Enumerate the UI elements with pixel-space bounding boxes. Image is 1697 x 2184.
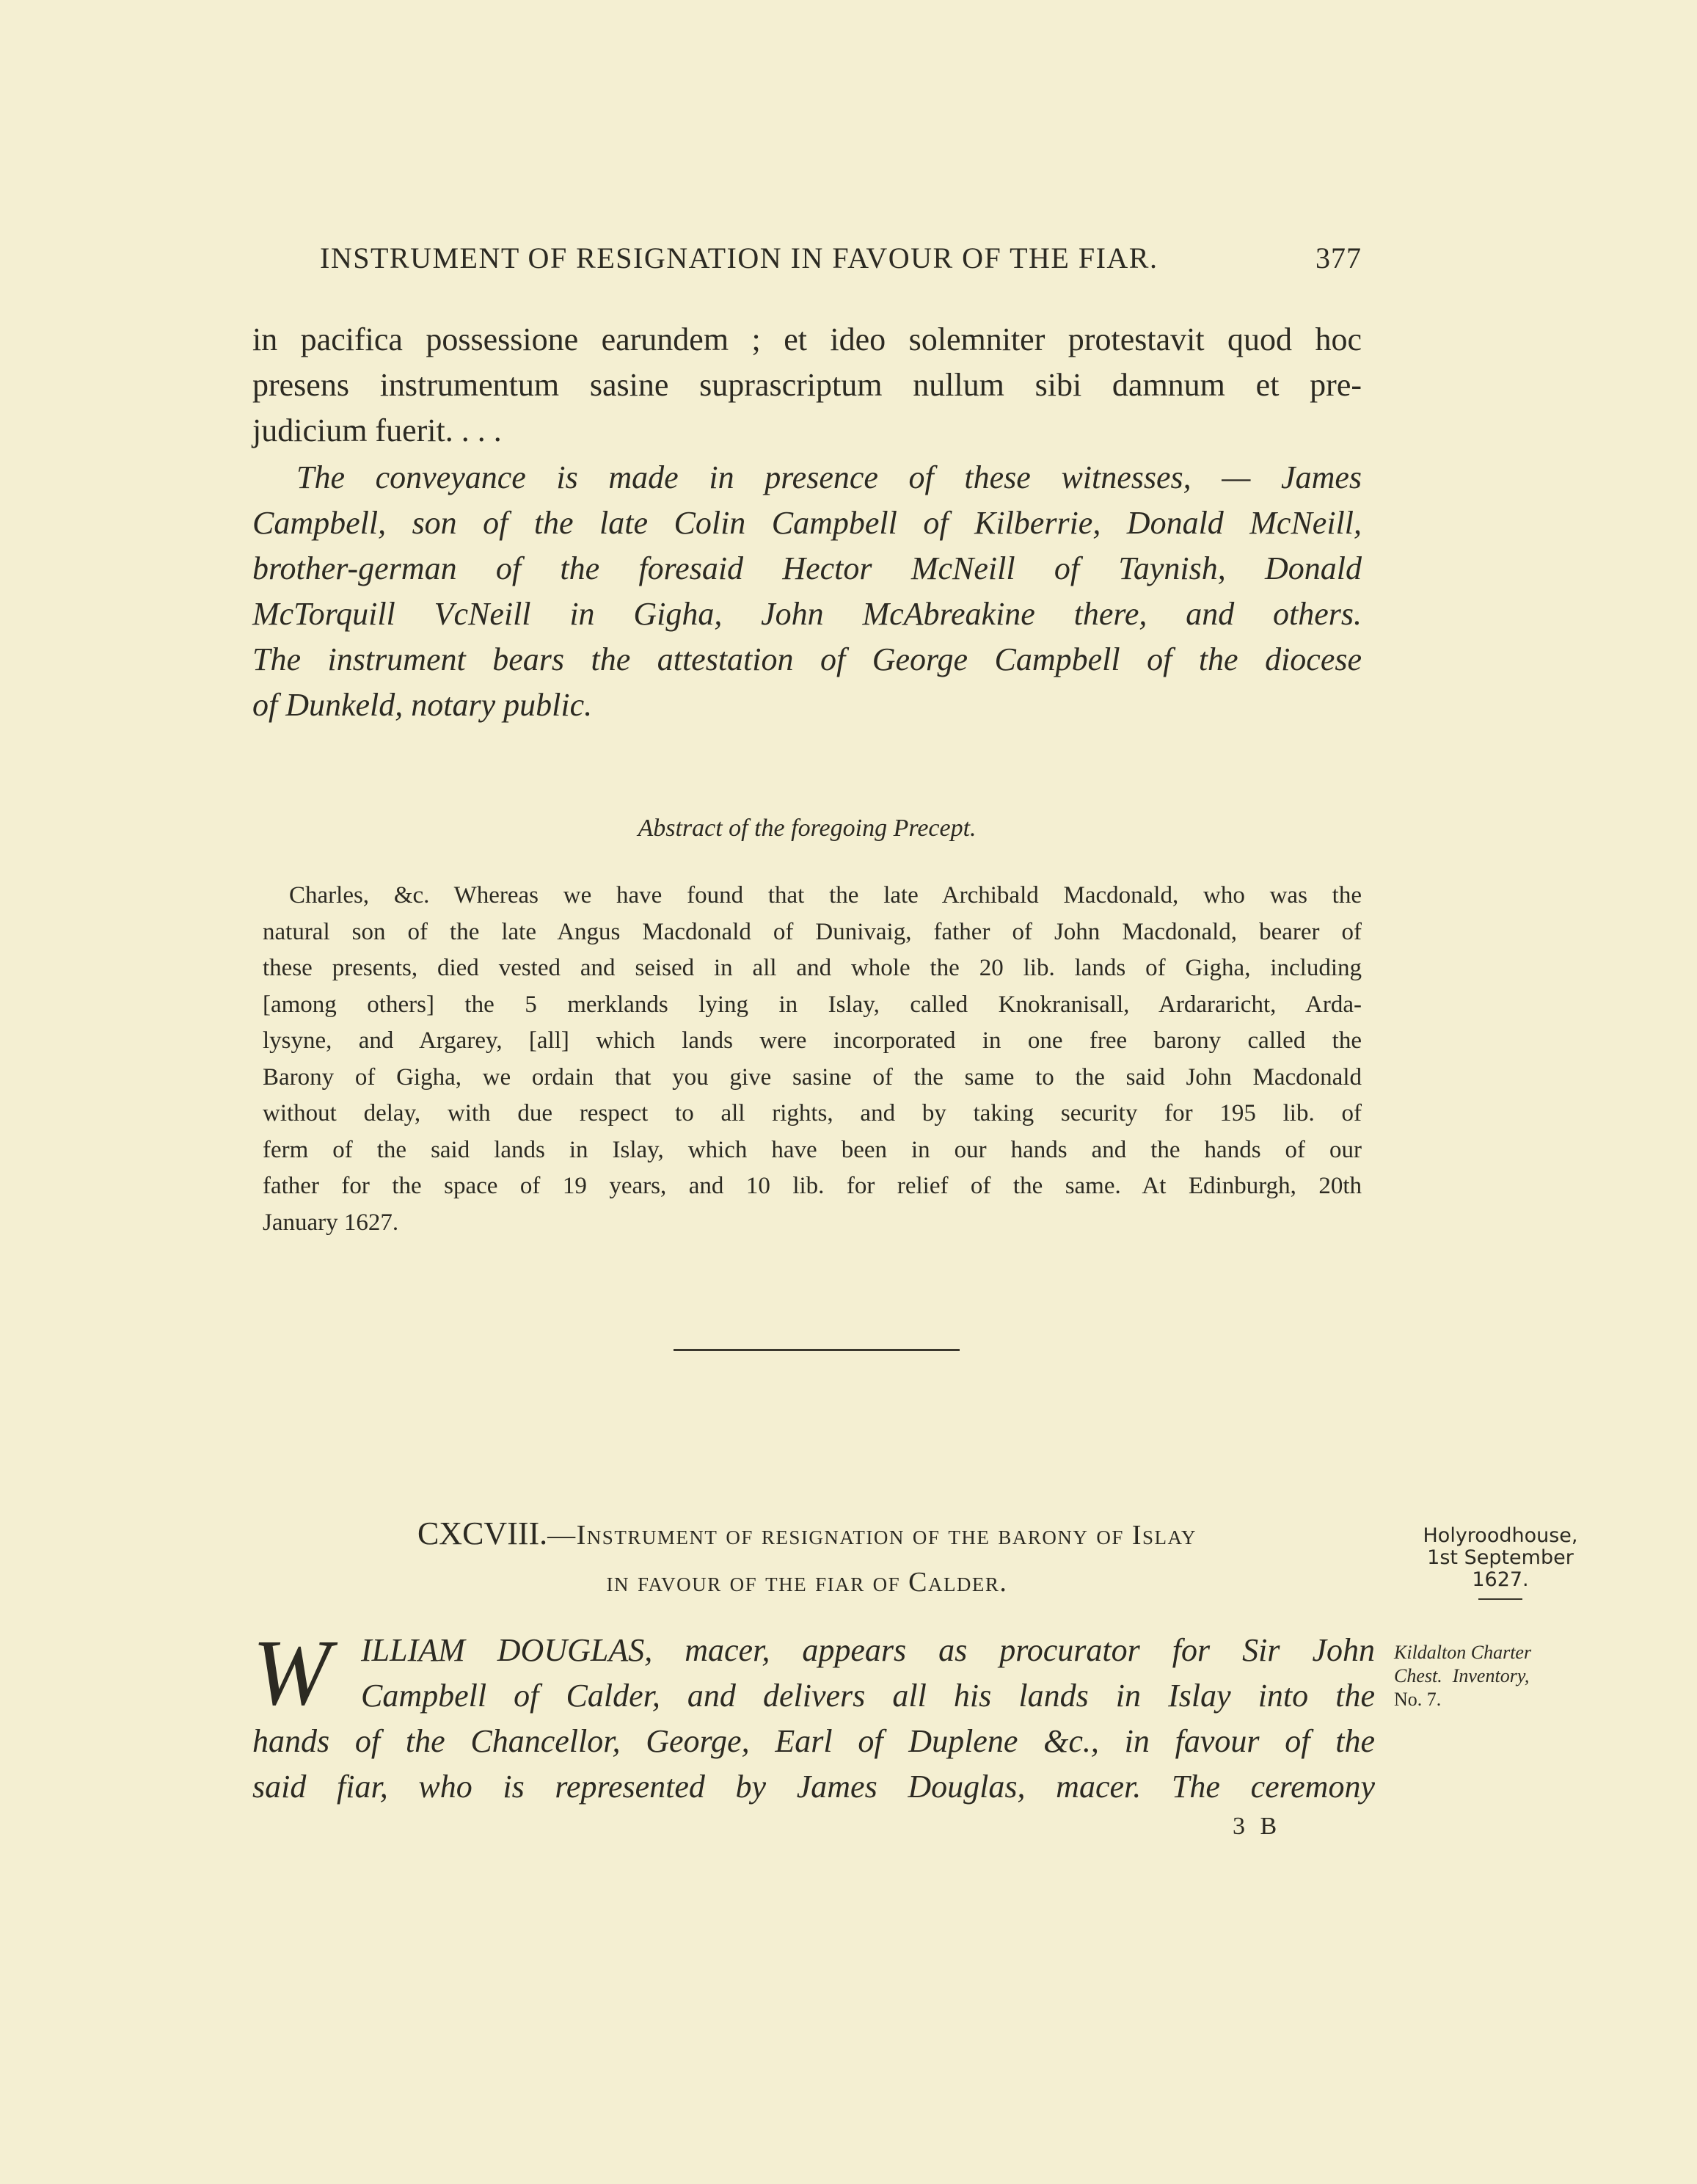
witness-paragraph — [252, 455, 1362, 728]
text-line: The instrument bears the attestation of George Campbell of the diocese — [252, 641, 1362, 677]
margin-date-note — [1401, 1525, 1599, 1600]
text-line: lysyne, and Argarey, [all] which lands were incorporated in one free barony called the — [263, 1027, 1362, 1054]
text-line: without delay, with due respect to all rights, and by taking security for 195 lib. of — [263, 1100, 1362, 1126]
text-line: Campbell, son of the late Colin Campbell of Kilberrie, Donald McNeill, — [252, 505, 1362, 541]
text-line: ferm of the said lands in Islay, which have been in our hands and the hands of our — [263, 1136, 1362, 1163]
text-line: presens instrumentum sasine suprascriptum nullum sibi damnum et pre- — [252, 367, 1362, 403]
section-heading — [252, 1510, 1362, 1606]
page-number: 377 — [1315, 241, 1362, 274]
margin-place: Holyroodhouse, — [1423, 1524, 1578, 1547]
text-line: these presents, died vested and seised in all and whole the 20 lib. lands of Gigha, including — [263, 955, 1362, 981]
section-number: CXCVIII. — [417, 1515, 548, 1551]
margin-reference — [1394, 1641, 1585, 1711]
margin-ref-line3: No. 7. — [1394, 1689, 1442, 1710]
margin-ref-line2b: Inventory, — [1452, 1665, 1530, 1686]
margin-date-line2: 1627. — [1472, 1568, 1529, 1591]
section-title-part1: —Instrument of resignation of the barony of Islay — [547, 1520, 1197, 1551]
text-line: hands of the Chancellor, George, Earl of Duplene &c., in favour of the — [252, 1723, 1375, 1759]
text-line: January 1627. — [263, 1209, 399, 1236]
text-line: Charles, &c. Whereas we have found that the late Archibald Macdonald, who was the — [289, 882, 1362, 909]
section-title-part2: in favour of the fiar of Calder. — [606, 1567, 1008, 1598]
text-line: father for the space of 19 years, and 10 lib. for relief of the same. At Edinburgh, 20th — [263, 1173, 1362, 1199]
abstract-title: Abstract of the foregoing Precept. — [638, 815, 977, 842]
text-line: Barony of Gigha, we ordain that you give sasine of the same to the said John Macdonald — [263, 1063, 1362, 1091]
margin-date-line1: 1st September — [1427, 1546, 1574, 1569]
drop-cap: W — [252, 1620, 331, 1725]
text-line: natural son of the late Angus Macdonald of Dunivaig, father of John Macdonald, bearer of — [263, 918, 1362, 945]
text-line: The conveyance is made in presence of these witnesses, — James — [296, 459, 1362, 495]
latin-paragraph — [252, 317, 1362, 454]
text-line: judicium fuerit. . . . — [252, 412, 502, 448]
signature-mark: 3 B — [1233, 1813, 1282, 1840]
text-line: Campbell of Calder, and delivers all his lands in Islay into the — [361, 1678, 1375, 1714]
text-line: ILLIAM DOUGLAS, macer, appears as procurator for Sir John — [361, 1632, 1375, 1668]
text-line: [among others] the 5 merklands lying in Islay, called Knokranisall, Ardararicht, Arda- — [263, 991, 1362, 1018]
text-line: of Dunkeld, notary public. — [252, 687, 593, 723]
text-line: said fiar, who is represented by James Douglas, macer. The ceremony — [252, 1769, 1375, 1805]
margin-ref-line2 — [1394, 1664, 1585, 1688]
section-heading-line1 — [252, 1510, 1362, 1559]
abstract-paragraph — [263, 878, 1362, 1241]
margin-rule — [1478, 1598, 1522, 1600]
text-line: McTorquill VcNeill in Gigha, John McAbreakine there, and others. — [252, 596, 1362, 632]
running-head — [320, 241, 1362, 275]
section-divider — [674, 1349, 960, 1351]
margin-ref-line1: Kildalton Charter — [1394, 1642, 1532, 1663]
margin-ref-line2a: Chest. — [1394, 1665, 1442, 1686]
text-line: brother-german of the foresaid Hector McNeill of Taynish, Donald — [252, 550, 1362, 586]
running-head-title: INSTRUMENT OF RESIGNATION IN FAVOUR OF THE FIAR. — [320, 241, 1158, 274]
text-line: in pacifica possessione earundem ; et ideo solemniter protestavit quod hoc — [252, 321, 1362, 357]
deed-paragraph — [252, 1620, 1375, 1810]
